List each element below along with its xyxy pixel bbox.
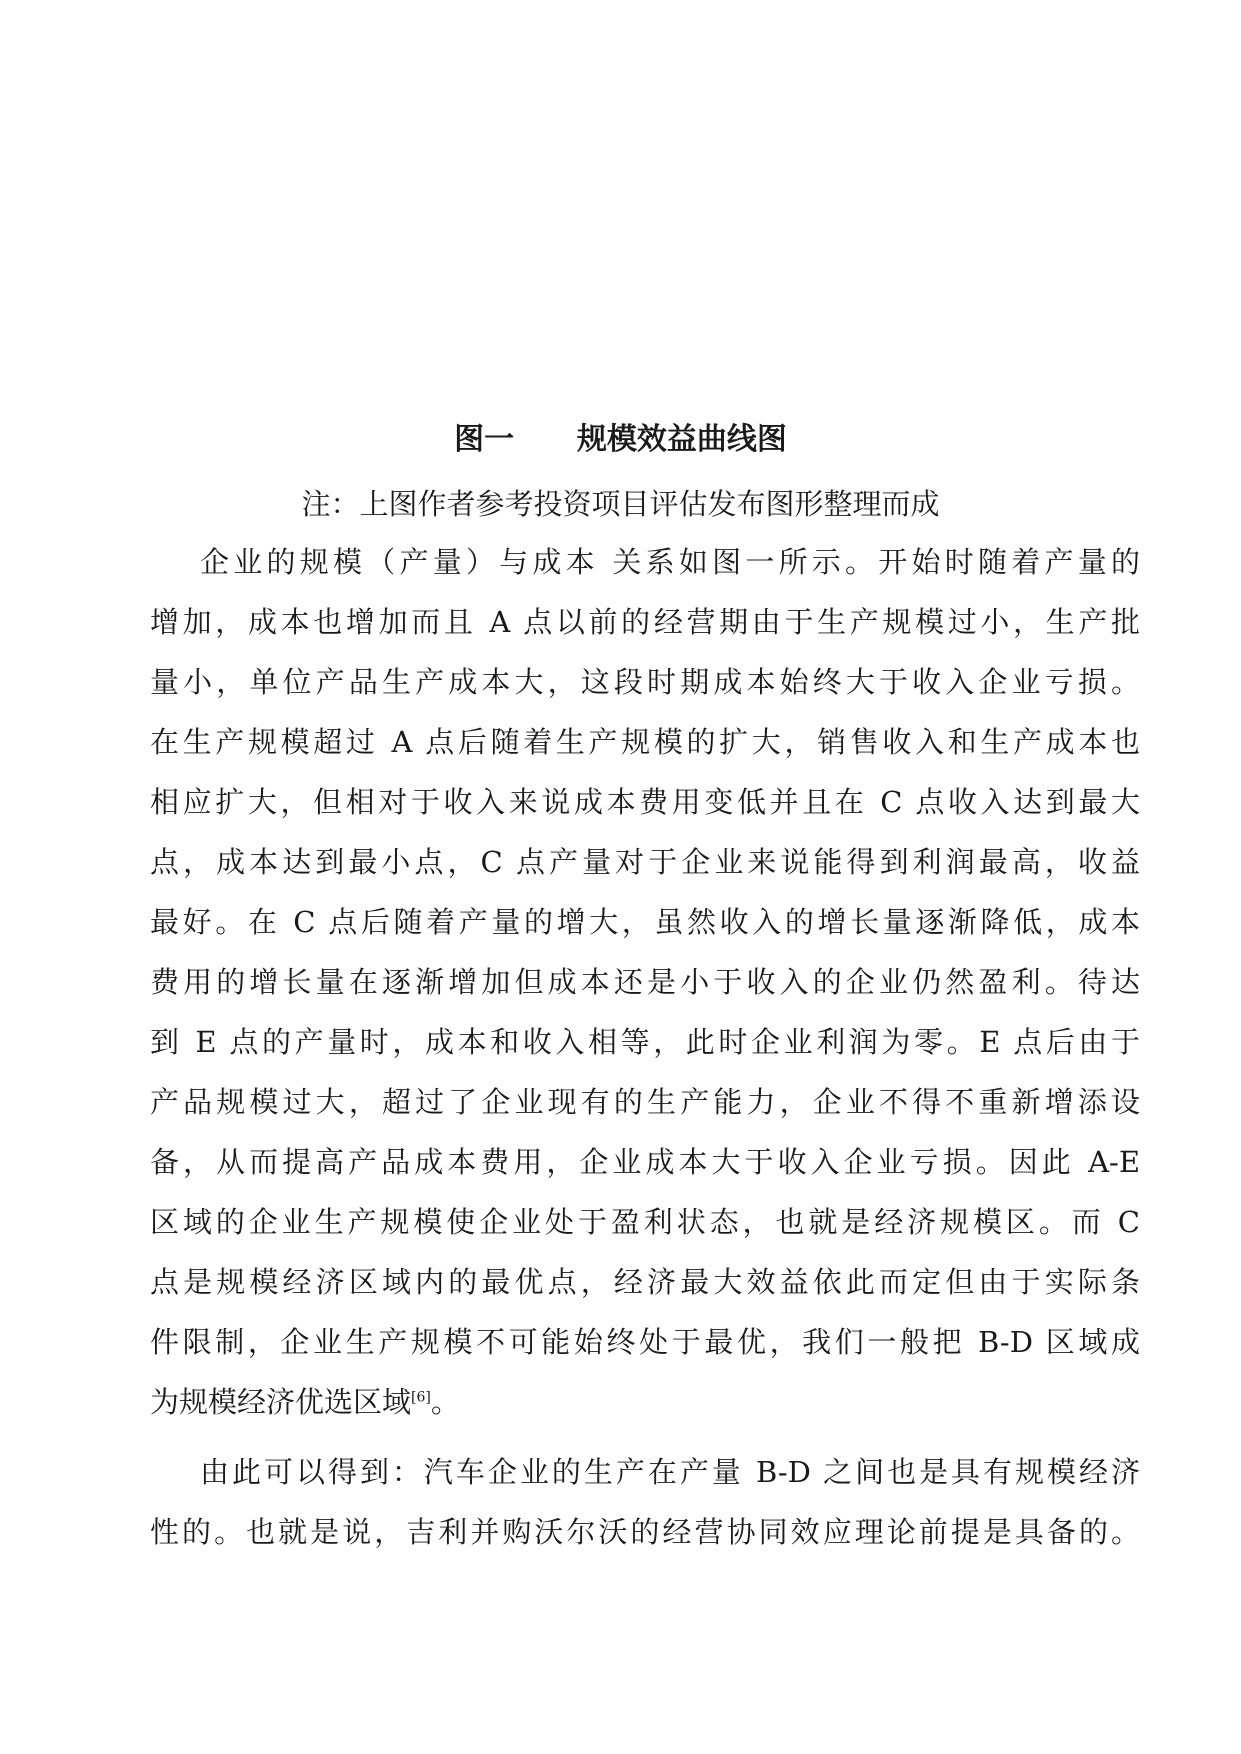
text-line: 相应扩大，但相对于收入来说成本费用变低并且在 C 点收入达到最大 bbox=[150, 785, 1140, 819]
figure-note: 注：上图作者参考投资项目评估发布图形整理而成 bbox=[301, 487, 940, 521]
text-line: 件限制，企业生产规模不可能始终处于最优，我们一般把 B-D 区域成 bbox=[150, 1325, 1140, 1359]
text-line: 费用的增长量在逐渐增加但成本还是小于收入的企业仍然盈利。待达 bbox=[150, 965, 1140, 999]
text-line-last bbox=[150, 1382, 1140, 1422]
figure-caption: 图一 规模效益曲线图 bbox=[454, 422, 787, 457]
text-line: 增加，成本也增加而且 A 点以前的经营期由于生产规模过小，生产批 bbox=[150, 605, 1140, 639]
text-line: 备，从而提高产品成本费用，企业成本大于收入企业亏损。因此 A-E bbox=[150, 1145, 1140, 1179]
text-line: 由此可以得到：汽车企业的生产在产量 B-D 之间也是具有规模经济 bbox=[200, 1455, 1140, 1489]
text-line: 到 E 点的产量时，成本和收入相等，此时企业利润为零。E 点后由于 bbox=[150, 1025, 1140, 1059]
text-line: 性的。也就是说，吉利并购沃尔沃的经营协同效应理论前提是具备的。 bbox=[150, 1515, 1140, 1549]
text-line: 区域的企业生产规模使企业处于盈利状态，也就是经济规模区。而 C bbox=[150, 1205, 1140, 1239]
text-line: 在生产规模超过 A 点后随着生产规模的扩大，销售收入和生产成本也 bbox=[150, 725, 1140, 759]
text-line: 最好。在 C 点后随着产量的增大，虽然收入的增长量逐渐降低，成本 bbox=[150, 905, 1140, 939]
text-fragment: 。 bbox=[430, 1385, 460, 1419]
text-line: 企业的规模（产量）与成本 关系如图一所示。开始时随着产量的 bbox=[200, 545, 1140, 579]
text-fragment: 为规模经济优选区域 bbox=[150, 1385, 412, 1419]
text-line: 量小，单位产品生产成本大，这段时期成本始终大于收入企业亏损。 bbox=[150, 665, 1140, 699]
text-line: 产品规模过大，超过了企业现有的生产能力，企业不得不重新增添设 bbox=[150, 1085, 1140, 1119]
text-line: 点，成本达到最小点，C 点产量对于企业来说能得到利润最高，收益 bbox=[150, 845, 1140, 879]
citation-reference[interactable]: [6] bbox=[411, 1389, 431, 1406]
text-line: 点是规模经济区域内的最优点，经济最大效益依此而定但由于实际条 bbox=[150, 1265, 1140, 1299]
